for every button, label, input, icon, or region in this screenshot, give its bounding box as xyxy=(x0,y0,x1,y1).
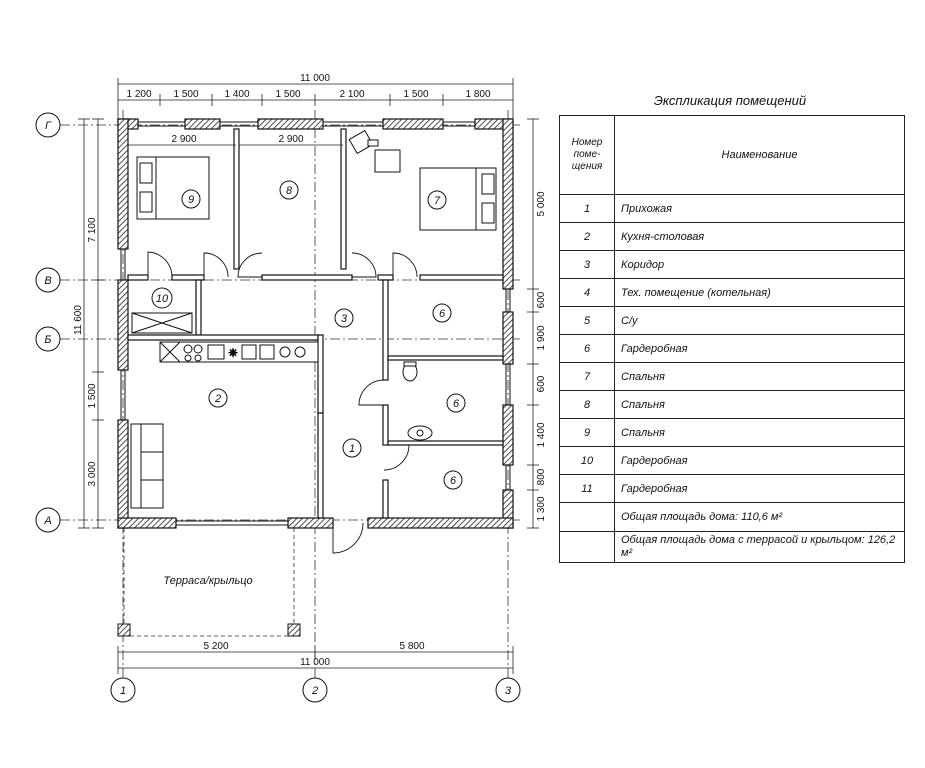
axis-number-markers xyxy=(111,678,520,702)
dim-text: 1 900 xyxy=(536,325,547,351)
room-marker xyxy=(209,389,227,407)
total-area: Общая площадь дома: 110,6 м² xyxy=(615,503,905,532)
room-number: 6 xyxy=(438,308,446,320)
room-number: 7 xyxy=(433,195,441,207)
overall-dim-top: 11 000 xyxy=(300,73,330,84)
room-marker xyxy=(343,439,361,457)
dim-text: 3 000 xyxy=(87,461,98,487)
row-num: 7 xyxy=(560,363,615,391)
dim-text: 5 800 xyxy=(399,641,425,652)
dim-text: 5 200 xyxy=(203,641,229,652)
row-name: С/у xyxy=(615,307,905,335)
table-row xyxy=(560,279,905,307)
dim-text: 600 xyxy=(536,291,547,309)
table-row xyxy=(560,391,905,419)
doors xyxy=(148,252,417,553)
header-num: Номер поме-щения xyxy=(560,116,615,195)
kitchen-counter-icon xyxy=(160,342,318,362)
axis-marker xyxy=(36,508,60,532)
total-area-terrace: Общая площадь дома с террасой и крыльцом: 126,2 м² xyxy=(615,532,905,563)
bathroom-fixtures-icon xyxy=(403,362,432,440)
room-marker xyxy=(152,288,172,308)
bottom-dimensions xyxy=(203,641,424,668)
dim-text: 600 xyxy=(536,375,547,393)
row-num: 2 xyxy=(560,223,615,251)
row-name: Кухня-столовая xyxy=(615,223,905,251)
terrace-label: Терраса/крыльцо xyxy=(163,575,253,587)
room-marker xyxy=(444,471,462,489)
row-name: Прихожая xyxy=(615,195,905,223)
dim-text: 1 800 xyxy=(465,89,491,100)
axis-marker xyxy=(36,327,60,351)
axis-marker xyxy=(36,268,60,292)
axis-label: Б xyxy=(44,334,52,346)
left-dimensions xyxy=(73,217,98,486)
sofa-icon xyxy=(131,424,163,508)
row-name: Гардеробная xyxy=(615,475,905,503)
overall-dim-bottom: 11 000 xyxy=(300,657,330,668)
room-number: 10 xyxy=(155,293,169,305)
total-area-row xyxy=(560,503,905,532)
table-row xyxy=(560,195,905,223)
row-num: 5 xyxy=(560,307,615,335)
table-row xyxy=(560,475,905,503)
dim-text: 1 400 xyxy=(536,422,547,448)
row-num: 4 xyxy=(560,279,615,307)
row-num: 8 xyxy=(560,391,615,419)
row-num: 1 xyxy=(560,195,615,223)
room-number: 9 xyxy=(187,194,195,206)
table-header-row xyxy=(560,116,905,195)
right-dimensions xyxy=(536,191,547,521)
terrace xyxy=(118,528,300,636)
row-name: Коридор xyxy=(615,251,905,279)
room-marker xyxy=(182,190,200,208)
row-name: Спальня xyxy=(615,391,905,419)
table-row xyxy=(560,307,905,335)
room-number: 1 xyxy=(348,443,356,455)
room-marker xyxy=(447,394,465,412)
dim-text: 1 400 xyxy=(224,89,250,100)
dim-text: 1 500 xyxy=(275,89,301,100)
dim-text: 1 500 xyxy=(173,89,199,100)
room-marker xyxy=(280,181,298,199)
row-num: 10 xyxy=(560,447,615,475)
table-row xyxy=(560,419,905,447)
axis-label: А xyxy=(44,515,52,527)
axis-label: Г xyxy=(45,120,51,132)
room-marker xyxy=(428,191,446,209)
explication-table xyxy=(559,115,905,563)
table-row xyxy=(560,251,905,279)
axis-marker xyxy=(303,678,327,702)
axis-label: В xyxy=(44,275,52,287)
dim-text: 7 100 xyxy=(87,217,98,243)
table-row xyxy=(560,363,905,391)
dim-text: 1 500 xyxy=(87,383,98,409)
row-num: 9 xyxy=(560,419,615,447)
axis-label: 2 xyxy=(311,685,319,697)
axis-label: 3 xyxy=(504,685,512,697)
dim-text: 1 300 xyxy=(536,496,547,522)
dim-text: 5 000 xyxy=(536,191,547,217)
axis-marker xyxy=(36,113,60,137)
row-num: 3 xyxy=(560,251,615,279)
room-number: 8 xyxy=(285,185,293,197)
row-name: Гардеробная xyxy=(615,447,905,475)
axis-label: 1 xyxy=(119,685,127,697)
axis-marker xyxy=(496,678,520,702)
axis-letter-markers xyxy=(36,113,60,532)
row-name: Спальня xyxy=(615,363,905,391)
dim-text: 800 xyxy=(536,468,547,486)
table-row xyxy=(560,447,905,475)
dim-text: 11 600 xyxy=(73,305,84,335)
room-number: 2 xyxy=(214,393,222,405)
row-num: 11 xyxy=(560,475,615,503)
table-row xyxy=(560,223,905,251)
row-name: Гардеробная xyxy=(615,335,905,363)
desk-icon xyxy=(349,131,400,172)
wardrobe-icon xyxy=(132,313,192,333)
dim-text: 2 100 xyxy=(339,89,365,100)
dim-text: 2 900 xyxy=(171,134,197,145)
dim-text: 1 500 xyxy=(403,89,429,100)
header-name: Наименование xyxy=(615,116,905,195)
row-name: Спальня xyxy=(615,419,905,447)
explication-title: Экспликация помещений xyxy=(653,93,807,108)
axis-marker xyxy=(111,678,135,702)
row-num: 6 xyxy=(560,335,615,363)
room-number: 6 xyxy=(449,475,457,487)
room-marker xyxy=(433,304,451,322)
table-row xyxy=(560,335,905,363)
row-name: Тех. помещение (котельная) xyxy=(615,279,905,307)
svg-text:✷: ✷ xyxy=(227,346,239,360)
dim-text: 2 900 xyxy=(278,134,304,145)
room-number: 6 xyxy=(452,398,460,410)
dim-text: 1 200 xyxy=(126,89,152,100)
total-area-terrace-row xyxy=(560,532,905,563)
room-marker xyxy=(335,309,353,327)
room-number: 3 xyxy=(340,313,348,325)
